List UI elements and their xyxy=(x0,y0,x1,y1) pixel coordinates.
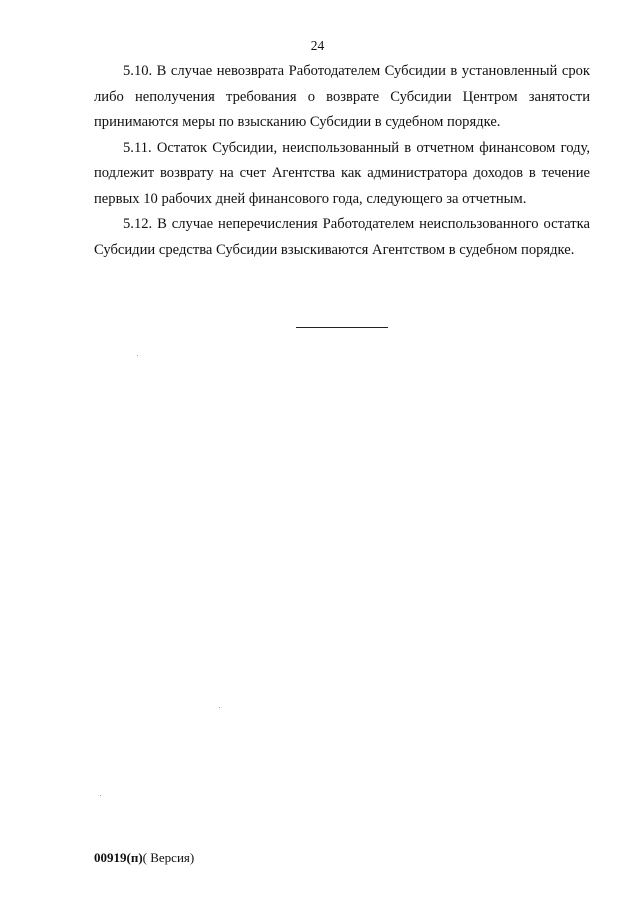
document-body xyxy=(94,59,590,263)
scan-speck xyxy=(100,795,101,796)
document-version-label: ( Версия) xyxy=(142,850,195,865)
paragraph-5-10: 5.10. В случае невозврата Работодателем Субсидии в установленный срок либо неполучения требования о возврате Субсидии Центром занятости принимаются меры по взысканию Субсидии в судебном порядке. xyxy=(94,63,590,130)
scan-speck xyxy=(219,707,220,708)
paragraph-5-11: 5.11. Остаток Субсидии, неиспользованный в отчетном финансовом году, подлежит возврату на счет Агентства как администратора доходов в течение первых 10 рабочих дней финансового года, следующего за отчетным. xyxy=(94,139,590,207)
paragraph-5-12: 5.12. В случае неперечисления Работодателем неиспользованного остатка Субсидии средства Субсидии взыскиваются Агентством в судебном порядке. xyxy=(94,216,590,258)
page-number: 24 xyxy=(310,38,325,53)
document-code: 00919(п) xyxy=(94,850,143,865)
end-separator-line xyxy=(296,327,388,328)
document-footer xyxy=(94,850,194,866)
scan-speck xyxy=(137,355,138,356)
